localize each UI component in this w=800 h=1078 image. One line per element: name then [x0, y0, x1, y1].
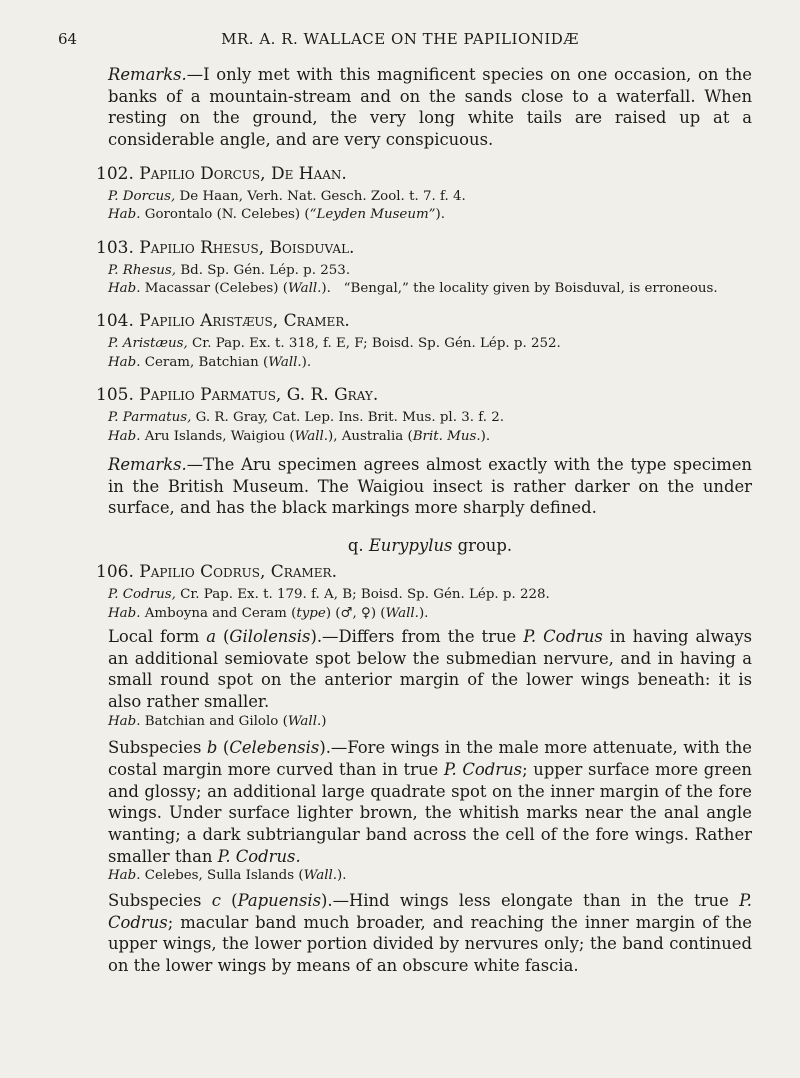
subspecies-b-paragraph: Subspecies b (Celebensis).—Fore wings in the male more attenuate, with the costal margin more curved than in true P. Codrus; upper surface more green and glossy; an additional large quadrate spot on the inner margin of the fore wings. Under surface lighter brown, the whitish marks near the anal angle wanting; a dark subtriangular band across the cell of the fore wings. Rather smaller than P. Codrus. [108, 738, 753, 866]
reference-103: P. Rhesus, Bd. Sp. Gén. Lép. p. 253. [108, 262, 351, 278]
entry-number: 103. [96, 237, 134, 258]
running-head [0, 30, 800, 52]
habitat-105: Hab. Aru Islands, Waigiou (Wall.), Australia (Brit. Mus.). [108, 428, 491, 444]
species-name: Papilio Rhesus, Boisduval. [139, 237, 355, 258]
species-name: Papilio Parmatus, G. R. Gray. [139, 385, 379, 406]
ref-taxon: P. Dorcus, [108, 188, 176, 204]
remarks-label: Remarks. [108, 65, 187, 84]
group-name: Eurypylus [368, 536, 453, 556]
hab-label: Hab. [108, 868, 141, 884]
entry-heading-103 [96, 238, 752, 259]
hab-label: Hab. [108, 428, 141, 444]
running-title: MR. A. R. WALLACE ON THE PAPILIONIDÆ [221, 30, 579, 48]
entry-number: 105. [96, 385, 134, 406]
subspecies-c-paragraph: Subspecies c (Papuensis).—Hind wings less elongate than in the true P. Codrus; macular band much broader, and reaching the inner margin of the upper wings, the lower portion divided by nervures only; the band continued on the lower wings by means of an obscure white fascia. [108, 890, 752, 975]
remarks-paragraph [108, 64, 752, 151]
form-name: Gilolensis [229, 626, 311, 646]
form-name: Celebensis [229, 738, 320, 758]
remarks-text: —I only met with this magnificent species on one occasion, on the banks of a mountain-stream and on the sands close to a waterfall. When resting on the ground, the very long white tails are raised up at a considerable angle, and are very conspicuous. [108, 65, 752, 150]
species-name: Papilio Dorcus, De Haan. [139, 163, 347, 184]
species-name: Papilio Codrus, Cramer. [139, 562, 337, 583]
group-heading: q. Eurypylus group. [347, 536, 513, 556]
reference-105: P. Parmatus, G. R. Gray, Cat. Lep. Ins. Brit. Mus. pl. 3. f. 2. [108, 410, 505, 426]
hab-label: Hab. [108, 207, 141, 223]
entry-number: 106. [96, 562, 134, 583]
hab-label: Hab. [108, 354, 141, 370]
ref-taxon: P. Rhesus, [108, 262, 177, 278]
ref-taxon: P. Parmatus, [108, 410, 192, 426]
remarks-label: Remarks. [108, 455, 187, 475]
entry-heading-104 [96, 311, 752, 332]
hab-label: Hab. [108, 713, 141, 729]
reference-104: P. Aristæus, Cr. Pap. Ex. t. 318, f. E, F; Boisd. Sp. Gén. Lép. p. 252. [108, 336, 561, 352]
form-name: Papuensis [237, 890, 322, 910]
entry-heading-102 [96, 164, 752, 185]
habitat-102: Hab. Gorontalo (N. Celebes) (“Leyden Museum”). [108, 207, 446, 223]
habitat-local-a: Hab. Batchian and Gilolo (Wall.) [108, 713, 327, 729]
habitat-subspecies-b: Hab. Celebes, Sulla Islands (Wall.). [108, 868, 347, 884]
entry-heading-106 [96, 562, 752, 583]
reference-106: P. Codrus, Cr. Pap. Ex. t. 179. f. A, B; Boisd. Sp. Gén. Lép. p. 228. [108, 587, 550, 603]
habitat-104: Hab. Ceram, Batchian (Wall.). [108, 354, 312, 370]
entry-number: 102. [96, 163, 134, 184]
ref-taxon: P. Aristæus, [108, 336, 188, 352]
hab-label: Hab. [108, 605, 141, 621]
species-name: Papilio Aristæus, Cramer. [139, 311, 350, 332]
text-column [96, 64, 753, 977]
reference-102: P. Dorcus, De Haan, Verh. Nat. Gesch. Zool. t. 7. f. 4. [108, 188, 466, 204]
habitat-103: Hab. Macassar (Celebes) (Wall.). “Bengal,” the locality given by Boisduval, is erroneous. [108, 281, 718, 297]
entry-heading-105 [96, 385, 752, 406]
local-form-a-paragraph: Local form a (Gilolensis).—Differs from the true P. Codrus in having always an additional semiovate spot below the submedian nervure, and in having a small round spot on the anterior margin of the lower wings beneath: it is also rather smaller. [108, 626, 752, 712]
page-number: 64 [58, 30, 78, 48]
remarks-paragraph-105: Remarks.—The Aru specimen agrees almost exactly with the type specimen in the British Museum. The Waigiou insect is rather darker on the under surface, and has the black markings more sharply defined. [108, 455, 752, 518]
hab-label: Hab. [108, 281, 141, 297]
ref-taxon: P. Codrus, [108, 587, 176, 603]
habitat-106: Hab. Amboyna and Ceram (type) (♂, ♀) (Wall.). [108, 605, 429, 621]
entry-number: 104. [96, 311, 134, 332]
